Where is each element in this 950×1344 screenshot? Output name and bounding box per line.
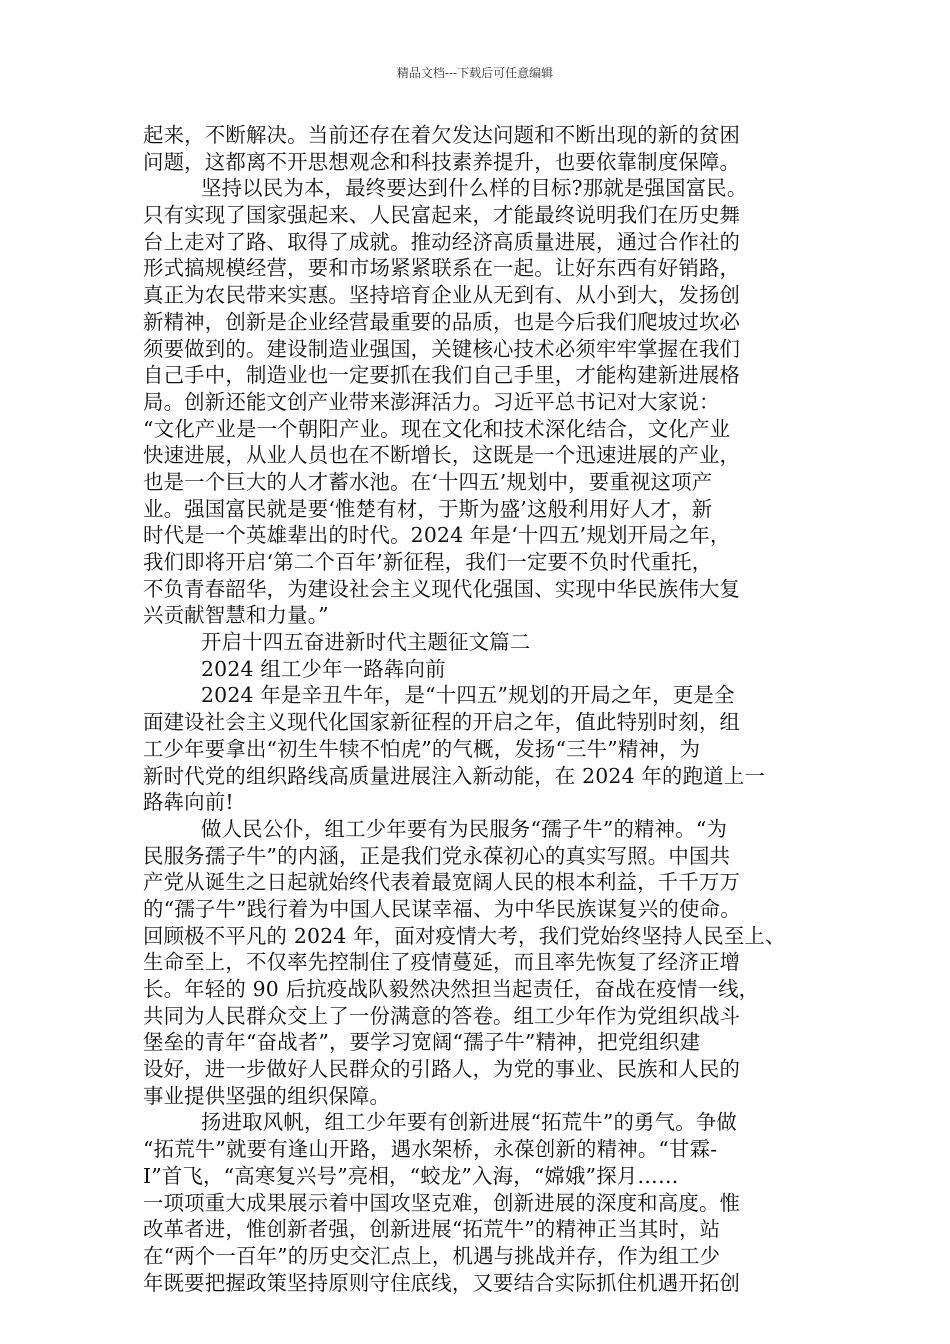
text-line: “拓荒牛”就要有逢山开路，遇水架桥，永葆创新的精神。“甘霖- [143,1137,718,1162]
text-line: 做人民公仆，组工少年要有为民服务“孺子牛”的精神。“为 [201,816,728,841]
text-line: 面建设社会主义现代化国家新征程的开启之年，值此特别时刻，组 [143,710,741,735]
text-line: 设好，进一步做好人民群众的引路人，为党的事业、民族和人民的 [143,1057,741,1082]
text-line: 形式搞规模经营，要和市场紧紧联系在一起。让好东西有好销路， [143,256,741,281]
text-line: 工少年要拿出“初生牛犊不怕虎”的气概，发扬“三牛”精神，为 [143,736,701,761]
text-line: 快速进展，从业人员也在不断增长，这既是一个迅速进展的产业， [143,443,741,468]
text-line: 在“两个一百年”的历史交汇点上，机遇与挑战并存，作为组工少 [143,1243,721,1268]
text-line: 真正为农民带来实惠。坚持培育企业从无到有、从小到大，发扬创 [143,283,741,308]
text-line: 兴贡献智慧和力量。” [143,603,329,628]
text-line: 事业提供坚强的组织保障。 [143,1083,391,1108]
text-line: 的“孺子牛”践行着为中国人民谋幸福、为中华民族谋复兴的使命。 [143,896,741,921]
text-line: 民服务孺子牛”的内涵，正是我们党永葆初心的真实写照。中国共 [143,843,731,868]
text-line: 路犇向前! [143,790,234,815]
text-line: 时代是一个英雄辈出的时代。2024 年是‘十四五’规划开局之年， [143,523,731,548]
text-line: 共同为人民群众交上了一份满意的答卷。组工少年作为党组织战斗 [143,1003,741,1028]
text-line: 回顾极不平凡的 2024 年，面对疫情大考，我们党始终坚持人民至上、 [143,923,786,948]
text-line: 长。年轻的 90 后抗疫战队毅然决然担当起责任，奋战在疫情一线， [143,977,760,1001]
text-line: 开启十四五奋进新时代主题征文篇二 [201,630,531,655]
text-line: 一项项重大成果展示着中国攻坚克难，创新进展的深度和高度。惟 [143,1190,741,1215]
text-line: 堡垒的青年“奋战者”，要学习宽阔“孺子牛”精神，把党组织建 [143,1030,701,1055]
text-line: 新时代党的组织路线高质量进展注入新动能，在 2024 年的跑道上一 [143,763,765,788]
text-line: 2024 年是辛丑牛年，是“十四五”规划的开局之年，更是全 [201,683,735,708]
text-line: “文化产业是一个朝阳产业。现在文化和技术深化结合，文化产业 [143,416,731,441]
text-line: 扬进取风帆，组工少年要有创新进展“拓荒牛”的勇气。争做 [201,1110,738,1135]
text-line: 只有实现了国家强起来、人民富起来，才能最终说明我们在历史舞 [143,203,741,228]
text-line: 也是一个巨大的人才蓄水池。在‘十四五’规划中，要重视这项产 [143,469,713,494]
text-line: 问题，这都离不开思想观念和科技素养提升，也要依靠制度保障。 [143,149,741,174]
text-line: 局。创新还能文创产业带来澎湃活力。习近平总书记对大家说： [143,389,720,414]
text-line: 自己手中，制造业也一定要抓在我们自己手里，才能构建新进展格 [143,363,741,388]
text-line: 2024 组工少年一路犇向前 [201,656,446,681]
text-line: Ⅰ”首飞，“高寒复兴号”亮相，“蛟龙”入海，“嫦娥”探月…… [143,1163,679,1188]
text-line: 年既要把握政策坚持原则守住底线，又要结合实际抓住机遇开拓创 [143,1270,741,1295]
text-line: 台上走对了路、取得了成就。推动经济高质量进展，通过合作社的 [143,229,741,254]
text-line: 业。强国富民就是要‘惟楚有材，于斯为盛’这般利用好人才，新 [143,496,713,521]
text-line: 须要做到的。建设制造业强国，关键核心技术必须牢牢掌握在我们 [143,336,741,361]
text-line: 生命至上，不仅率先控制住了疫情蔓延，而且率先恢复了经济正增 [143,950,741,975]
text-line: 不负青春韶华，为建设社会主义现代化强国、实现中华民族伟大复 [143,576,741,601]
text-line: 坚持以民为本，最终要达到什么样的目标?那就是强国富民。 [201,176,748,201]
page-header: 精品文档---下载后可任意编辑 [396,66,554,80]
text-line: 我们即将开启‘第二个百年’新征程，我们一定要不负时代重托， [143,550,713,574]
text-line: 产党从诞生之日起就始终代表着最宽阔人民的根本利益，千千万万 [143,870,741,895]
text-line: 起来，不断解决。当前还存在着欠发达问题和不断出现的新的贫困 [143,123,741,147]
text-line: 新精神，创新是企业经营最重要的品质，也是今后我们爬坡过坎必 [143,309,741,334]
text-line: 改革者进，惟创新者强，创新进展“拓荒牛”的精神正当其时，站 [143,1217,721,1242]
document-body [143,122,813,1296]
